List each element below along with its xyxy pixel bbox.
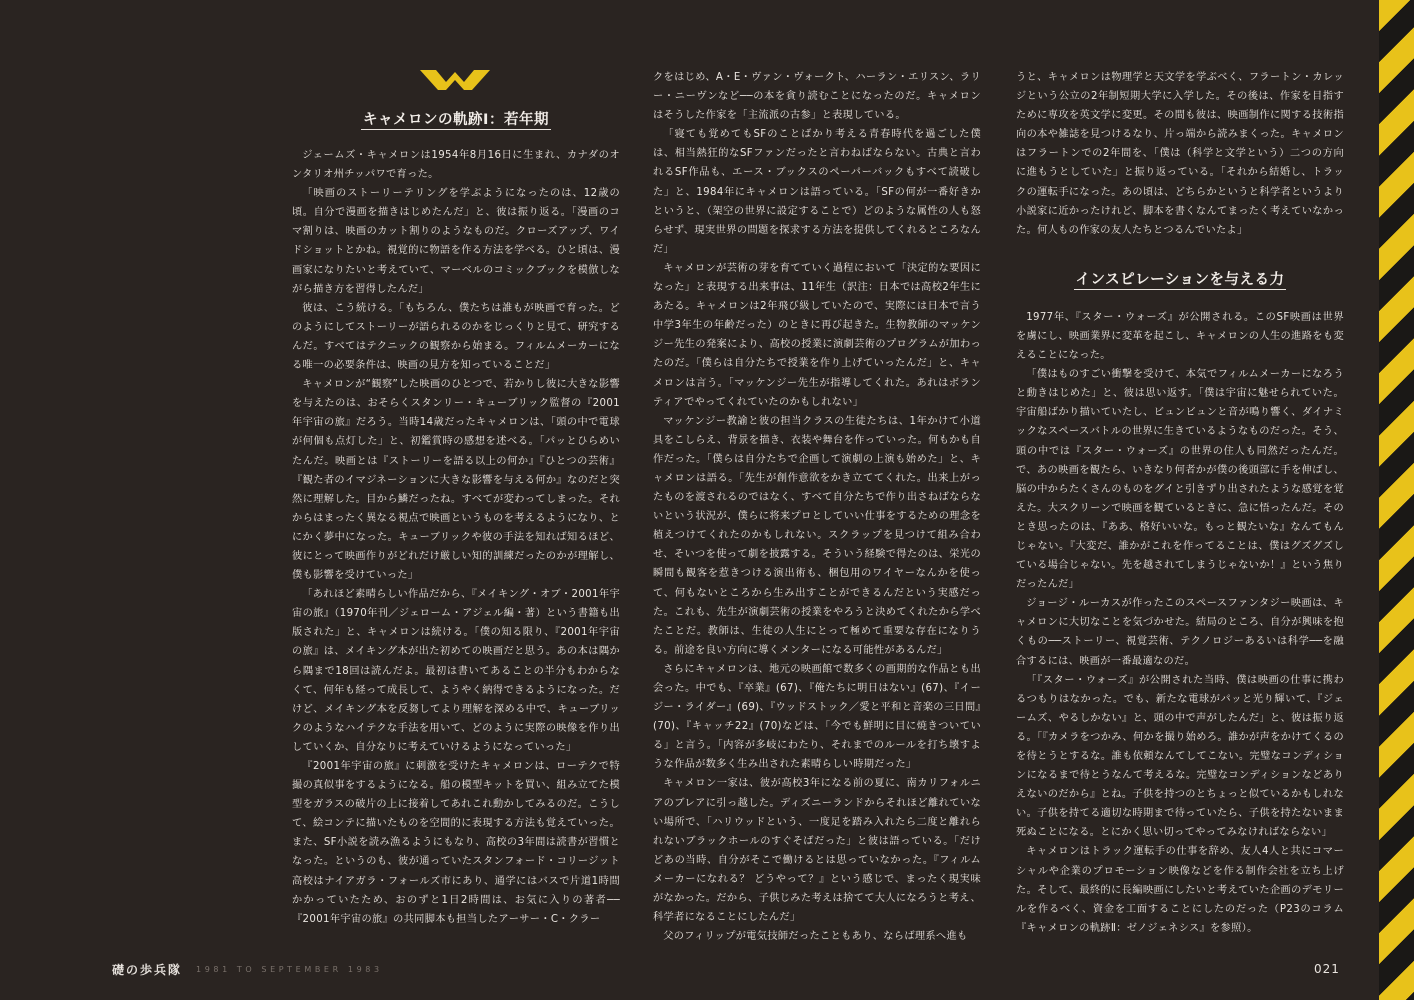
paragraph: うと、キャメロンは物理学と天文学を学ぶべく、フラートン・カレッジという公立の2年制短期大学に入学した。その後は、作家を目指すために専攻を英文学に変更。その間も彼は、映画制作に関する技術指向の本や雑誌を見つけるなり、片っ端から読みまくった。キャメロンはフラートンでの2年間を、「僕は（科学と文学という）二つの方向に進もうとしていた」と振り返っている。「それから結婚し、トラックの運転手になった。あの頃は、どちらかというと科学者というより小説家に近かったけれど、脚本を書くなんてまったく考えていなかった。何人もの作家の友人たちとつるんでいたよ」 — [1016, 72, 1344, 236]
paragraph: 「あれほど素晴らしい作品だから、『メイキング・オブ・2001年宇宙の旅』（1970年刊／ジェローム・アジェル編・著）という書籍も出版された」と、キャメロンは続ける。「僕の知る限り、『2001年宇宙の旅』は、メイキング本が出た初めての映画だと思う。あの本は隅から隅まで18回は読んだよ。最初は書いてあることの半分もわからなくて、何年も経って成長して、ようやく納得できるようになった。だけど、メイキング本を反芻してより理解を深める中で、キューブリックのようなハイテクな手法を用いて、どのように実際の映像を作り出していくか、自分なりに考えていけるようになっていった」 — [292, 589, 620, 753]
paragraph: 「寝ても覚めてもSFのことばかり考える青春時代を過ごした僕は、相当熱狂的なSFファンだったと言わねばならない。古典と言われるSF作品も、エース・ブックスのペーパーバックもすべて読破した」と、1984年にキャメロンは語っている。「SFの何が一番好きかというと、（架空の世界に設定することで）どのような属性の人も怒らせず、現実世界の問題を探求する方法を提供してくれるところなんだ」 — [653, 129, 981, 255]
paragraph: キャメロンが“観察”した映画のひとつで、若かりし彼に大きな影響を与えたのは、おそらくスタンリー・キューブリック監督の『2001年宇宙の旅』だろう。当時14歳だったキャメロンは、「頭の中で電球が何個も点灯した」と、初鑑賞時の感想を述べる。「パッとひらめいたんだ。映画とは『ストーリーを語る以上の何か』『ひとつの芸術』『観た者のイマジネーションに大きな影響を与える何か』なのだと突然に理解した。目から鱗だったね。すべてが変わってしまった。それからはまったく異なる視点で映画というものを考えるようになり、とにかく夢中になった。キューブリックや彼の手法を知れば知るほど、彼にとって映画作りがどれだけ厳しい知的訓練だったのかが理解し、僕も影響を受けていった」 — [292, 379, 620, 582]
paragraph: キャメロン一家は、彼が高校3年になる前の夏に、南カリフォルニアのブレアに引っ越した。ディズニーランドからそれほど離れていない場所で、「ハリウッドという、一度足を踏み入れたら二度と離れられないブラックホールのすぐそばだった」と彼は語っている。「だけどあの当時、自分がそこで働けるとは思っていなかった。『フィルムメーカーになれる？ どうやって？』という感じで、まったく現実味がなかった。だから、子供じみた考えは捨てて大人になろうと考え、科学者になることにしたんだ」 — [653, 778, 981, 924]
footer-chapter-subtitle: 1981 TO SEPTEMBER 1983 — [196, 965, 383, 974]
paragraph: 1977年、『スター・ウォーズ』が公開される。このSF映画は世界を虜にし、映画業界に変革を起こし、キャメロンの人生の進路をも変えることになった。 — [1016, 311, 1344, 362]
paragraph: 「映画のストーリーテリングを学ぶようになったのは、12歳の頃。自分で漫画を描きはじめたんだ」と、彼は振り返る。「漫画のコマ割りは、映画のカット割りのようなものだ。クローズアップ、ワイドショットとかね。視覚的に物語を作る方法を学べる。ひと頃は、漫画家になりたいと考えていて、マーベルのコミックブックを模倣しながら描き方を習得したんだ」 — [292, 188, 620, 295]
paragraph: ジェームズ・キャメロンは1954年8月16日に生まれ、カナダのオンタリオ州チッパワで育った。 — [292, 150, 620, 181]
paragraph: キャメロンが芸術の芽を育てていく過程において「決定的な要因になった」と表現する出来事は、11年生（訳注：日本では高校2年生にあたる。キャメロンは2年飛び級していたので、実際には日本で言う中学3年生の年齢だった）のときに再び起きた。生物教師のマッケンジー先生の発案により、高校の授業に演劇芸術のプログラムが加わったのだ。「僕らは自分たちで授業を作り上げていったんだ」と、キャメロンは言う。「マッケンジー先生が指導してくれた。あれはボランティアでやってくれていたのかもしれない」 — [653, 262, 981, 408]
hazard-stripe-border — [1379, 0, 1414, 1000]
paragraph: キャメロンはトラック運転手の仕事を辞め、友人4人と共にコマーシャルや企業のプロモーション映像などを作る制作会社を立ち上げた。そして、最終的に長編映画にしたいと考えていた企画のデモリールを作るべく、資金を工面することにしたのだった（P23のコラム『キャメロンの軌跡Ⅱ：ゼノジェネシス』を参照）。 — [1016, 846, 1344, 934]
page-number: 021 — [1314, 962, 1340, 976]
paragraph: マッケンジー教諭と彼の担当クラスの生徒たちは、1年かけて小道具をこしらえ、背景を描き、衣装や舞台を作っていった。何もかも自作だった。「僕らは自分たちで企画して演劇の上演も始めた」と、キャメロンは語る。「先生が創作意欲をかき立ててくれた。出来上がったものを渡されるのではなく、すべて自分たちで作り出さねばならないという状況が、僕らに将来プロとしていい仕事をするための理念を植えつけてくれたのかもしれない。スクラップを見つけて組み合わせ、そいつを使って劇を披露する。そういう経験で得たのは、栄光の瞬間も観客を惹きつける演出術も、梱包用のワイヤーなんかを使って、何もないところから生み出すことができるんだという実感だった。これも、先生が演劇芸術の授業をやろうと決めてくれたから学べたことだ。教師は、生徒の人生にとって極めて重要な存在になりうる。前途を良い方向に導くメンターになる可能性があるんだ」 — [653, 415, 981, 656]
paragraph: 「僕はものすごい衝撃を受けて、本気でフィルムメーカーになろうと動きはじめた」と、彼は思い返す。「僕は宇宙に魅せられていた。宇宙船ばかり描いていたし、ビュンビュンと音が鳴り響く、ダイナミックなスペースバトルの世界に生きているようなものだった。そう、頭の中では『スター・ウォーズ』の世界の住人も同然だったんだ。で、あの映画を観たら、いきなり何者かが僕の後頭部に手を伸ばし、脳の中からたくさんのものをグイと引きずり出されたような感覚を覚えた。大スクリーンで映画を観ているときに、急に悟ったんだ。そのとき思ったのは、『ああ、格好いいな。もっと観たいな』なんてもんじゃない。『大変だ、誰かがこれを作ってることは、僕はグズグズしている場合じゃない。先を越されてしまうじゃないか！』という焦りだったんだ」 — [1016, 369, 1344, 591]
text-column-2 — [653, 68, 981, 946]
paragraph: 「『スター・ウォーズ』が公開された当時、僕は映画の仕事に携わるつもりはなかった。でも、新たな電球がパッと光り輝いて、『ジェームズ、やるしかない』と、頭の中で声がしたんだ」と、彼は振り返る。「『カメラをつかみ、何かを撮り始めろ。誰かが声をかけてくるのを待とうとするな。誰も依頼なんてしてこない。完璧なコンディションになるまで待とうなんて考えるな。完璧なコンディションなどありえないのだから』とね。子供を持つのとちょっと似ているかもしれない。子供を持てる適切な時期まで待っていたら、子供を持たないまま死ぬことになる。とにかく思い切ってやってみなければならない」 — [1016, 674, 1344, 839]
paragraph: ジョージ・ルーカスが作ったこのスペースファンタジー映画は、キャメロンに大切なことを気づかせた。結局のところ、自分が興味を抱くもの──ストーリー、視覚芸術、テクノロジーあるいは科学──を融合するには、映画が一番最適なのだ。 — [1016, 598, 1344, 667]
section-heading-inspiration: インスピレーションを与える力 — [1075, 271, 1285, 288]
text-column-1 — [292, 146, 620, 929]
weyland-logo-icon — [420, 68, 490, 92]
section-heading-early-years: キャメロンの軌跡Ⅰ：若年期 — [363, 112, 549, 128]
paragraph: 彼は、こう続ける。「もちろん、僕たちは誰もが映画で育った。どのようにしてストーリーが語られるのかをじっくりと見て、研究するんだ。すべてはテクニックの観察から始まる。フィルムメーカーになる唯一の必要条件は、映画の見方を知っていることだ」 — [292, 302, 620, 372]
paragraph: クをはじめ、A・E・ヴァン・ヴォークト、ハーラン・エリスン、ラリー・ニーヴンなど──の本を貪り読むことになったのだ。キャメロンはそうした作家を「主流派の古参」と表現している。 — [653, 72, 981, 122]
paragraph: 父のフィリップが電気技師だったこともあり、ならば理系へ進も — [663, 931, 968, 943]
paragraph: さらにキャメロンは、地元の映画館で数多くの画期的な作品とも出会った。中でも、『卒業』(67)、『俺たちに明日はない』(67)、『イージー・ライダー』(69)、『ウッドストック／愛と平和と音楽の三日間』(70)、『キャッチ22』(70)などは、「今でも鮮明に目に焼きついている」と言う。「内容が多岐にわたり、それまでのルールを打ち壊すような作品が数多く生み出された素晴らしい時期だった」 — [653, 663, 981, 771]
text-column-3 — [1016, 68, 1344, 938]
paragraph: 『2001年宇宙の旅』に刺激を受けたキャメロンは、ローテクで特撮の真似事をするようになる。船の模型キットを買い、組み立てた模型をガラスの破片の上に接着してあれこれ動かしてみるのだ。こうして、絵コンテに描いたものを空間的に表現する方法も覚えていった。また、SF小説を読み漁るようにもなり、高校の3年間は読書が習慣となった。というのも、彼が通っていたスタンフォード・コリージット高校はナイアガラ・フォールズ市にあり、通学にはバスで片道1時間かかっていたため、おのずと1日2時間は、お気に入りの著者──『2001年宇宙の旅』の共同脚本も担当したアーサー・C・クラー — [292, 761, 620, 925]
footer-chapter-title: 礎の歩兵隊 — [112, 963, 183, 977]
